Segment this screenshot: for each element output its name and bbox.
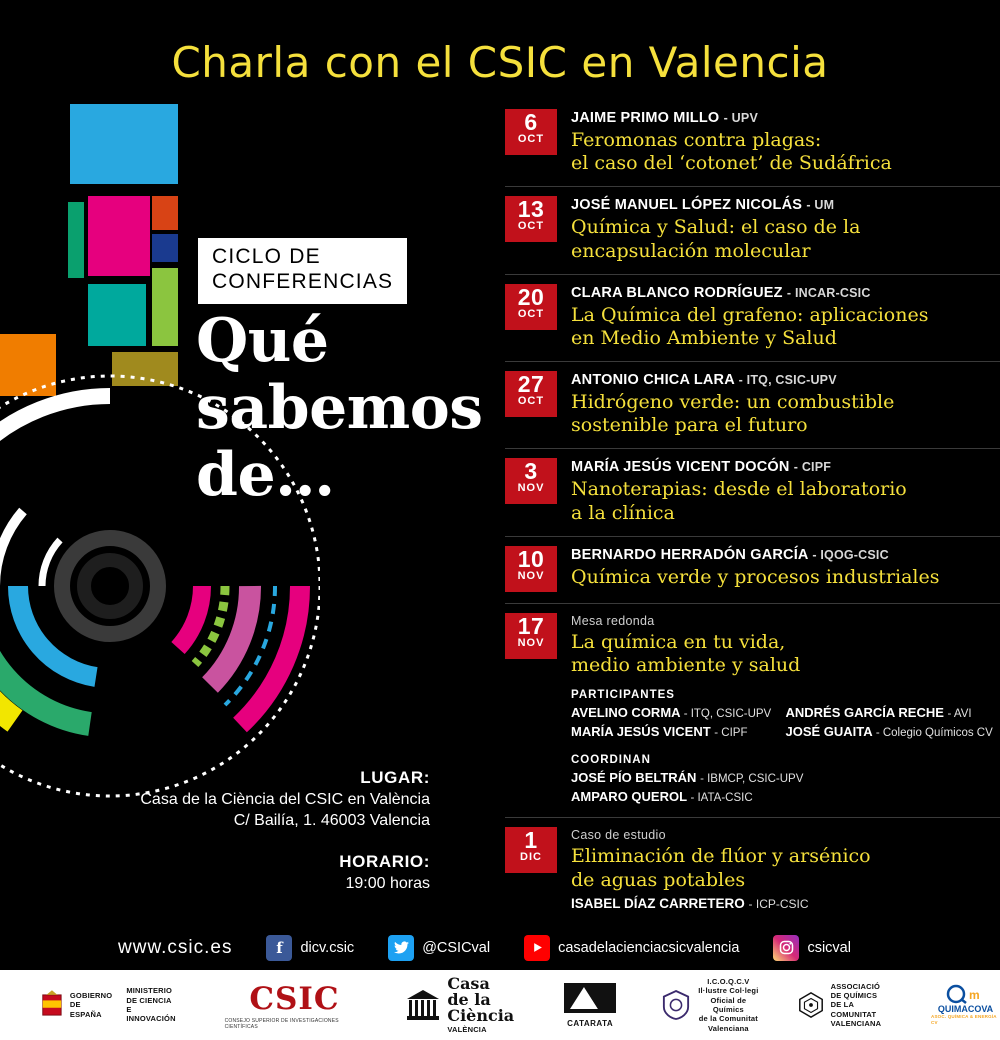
instagram-icon xyxy=(773,935,799,961)
talk-title-line1: La Química del grafeno: aplicaciones xyxy=(571,303,929,326)
talk-title xyxy=(571,129,1000,175)
ministerio-line-1: MINISTERIO xyxy=(126,986,173,996)
instagram-handle: csicval xyxy=(807,939,851,956)
talk-title xyxy=(571,391,1000,437)
speaker-affiliation: - ITQ, CSIC-UPV xyxy=(738,373,837,388)
date-badge xyxy=(505,458,557,504)
quimacova-logo xyxy=(931,977,1000,1033)
brand-title-line3: de… xyxy=(196,440,335,511)
casa-line-1: Casa xyxy=(447,973,490,993)
speaker-name-text: BERNARDO HERRADÓN GARCÍA xyxy=(571,546,809,563)
date-day: 13 xyxy=(517,196,545,223)
svg-text:m: m xyxy=(968,988,980,1003)
talk-title-line2: a la clínica xyxy=(571,501,675,524)
casa-subtitle: VALÈNCIA xyxy=(447,1024,487,1034)
catarata-wordmark: CATARATA xyxy=(567,1018,614,1028)
decorative-square-darkblue xyxy=(152,234,178,262)
participant-affiliation: - CIPF xyxy=(714,726,748,739)
quimacova-subtitle: ASOC. QUÍMICA & ENERGÍA CV xyxy=(931,1014,997,1025)
coordinator-item xyxy=(571,788,1000,807)
speaker-name xyxy=(571,197,1000,213)
case-study-title xyxy=(571,845,1000,891)
talk-title-line1: Nanoterapias: desde el laboratorio xyxy=(571,478,907,501)
speaker-name xyxy=(571,110,1000,126)
roundtable-title xyxy=(571,631,1000,677)
schedule-value: 19:00 horas xyxy=(345,875,430,892)
venue-line-1: Casa de la Ciència del CSIC en València xyxy=(140,791,430,808)
date-badge xyxy=(505,546,557,592)
talk-title-line1: Química verde y procesos industriales xyxy=(571,565,940,588)
decorative-square-lime xyxy=(152,268,178,346)
participant-item xyxy=(786,723,1000,742)
program-entry xyxy=(505,362,1000,449)
icoqcv-crest-icon xyxy=(662,989,690,1021)
venue-label: LUGAR: xyxy=(360,768,430,787)
quimacova-mark-icon xyxy=(945,984,987,1004)
speaker-affiliation: - INCAR-CSIC xyxy=(786,285,871,300)
gobierno-line-1: GOBIERNO xyxy=(69,990,113,1000)
schedule-label: HORARIO: xyxy=(339,852,430,871)
date-month: OCT xyxy=(517,220,545,233)
date-month: OCT xyxy=(517,395,545,408)
participants-label: PARTICIPANTES xyxy=(571,689,675,702)
hexagon-molecule-icon xyxy=(797,990,825,1020)
catarata-mark-icon xyxy=(564,983,616,1017)
twitter-icon xyxy=(388,935,414,961)
talk-title-line2: sostenible para el futuro xyxy=(571,414,808,437)
decorative-square-red xyxy=(152,196,178,230)
date-badge xyxy=(505,284,557,330)
gobierno-line-2: DE ESPAÑA xyxy=(69,1000,102,1019)
speaker-name-text: JAIME PRIMO MILLO xyxy=(571,110,720,126)
participant-affiliation: - AVI xyxy=(947,708,972,721)
icoqcv-line-1: I.C.O.Q.C.V xyxy=(707,976,750,986)
speaker-affiliation: - UM xyxy=(806,198,835,213)
youtube-link[interactable] xyxy=(524,935,739,961)
participant-affiliation: - Colegio Químicos CV xyxy=(875,726,993,739)
csic-wordmark: CSIC xyxy=(249,980,340,1017)
program-entry xyxy=(505,275,1000,362)
speaker-name xyxy=(571,285,1000,301)
date-month: NOV xyxy=(517,569,545,582)
website-url[interactable]: www.csic.es xyxy=(118,936,233,958)
coordinator-affiliation: - IATA-CSIC xyxy=(690,791,753,804)
roundtable-entry xyxy=(505,604,1000,819)
youtube-icon xyxy=(524,935,550,961)
quimacova-wordmark: QUIMACOVA xyxy=(937,1004,994,1015)
assoc-line-3: DE LA COMUNITAT xyxy=(830,1000,877,1019)
program-entry xyxy=(505,449,1000,536)
speaker-name-text: ANTONIO CHICA LARA xyxy=(571,372,735,389)
icoqcv-line-4: de la Comunitat xyxy=(698,1014,758,1024)
speaker-affiliation: - UPV xyxy=(723,111,758,125)
case-study-title-line2: de aguas potables xyxy=(571,868,746,891)
speaker-name xyxy=(571,459,1000,475)
talk-title-line2: encapsulación molecular xyxy=(571,239,811,262)
participant-item xyxy=(571,704,786,723)
program-list xyxy=(505,100,1000,922)
icoqcv-line-3: Oficial de Químics xyxy=(710,995,747,1014)
date-month: DIC xyxy=(520,851,542,864)
date-day: 10 xyxy=(517,545,545,572)
brand-title-line2: sabemos xyxy=(196,373,483,444)
participant-name: AVELINO CORMA xyxy=(571,705,681,721)
case-study-speaker-name: ISABEL DÍAZ CARRETERO xyxy=(571,895,745,911)
icoqcv-logo xyxy=(662,977,760,1033)
escudo-icon xyxy=(40,988,64,1022)
date-month: OCT xyxy=(517,307,545,320)
footer-logos xyxy=(0,970,1000,1040)
icoqcv-line-5: Valenciana xyxy=(707,1023,749,1033)
associacio-quimics-logo xyxy=(797,977,897,1033)
decorative-square-cyan xyxy=(70,104,178,184)
series-label-line1: CICLO DE xyxy=(212,245,321,268)
catarata-logo xyxy=(564,977,616,1033)
left-graphic-column xyxy=(0,96,500,916)
facebook-link[interactable] xyxy=(266,935,354,961)
talk-title-line1: Química y Salud: el caso de la xyxy=(571,216,861,239)
instagram-link[interactable] xyxy=(773,935,851,961)
speaker-name-text: CLARA BLANCO RODRÍGUEZ xyxy=(571,284,783,301)
program-entry xyxy=(505,537,1000,604)
talk-title xyxy=(571,478,1000,524)
ministerio-line-2: DE CIENCIA xyxy=(126,995,172,1005)
assoc-line-2: DE QUÍMICS xyxy=(830,990,878,1000)
ministerio-line-3: E INNOVACIÓN xyxy=(126,1005,176,1024)
twitter-handle: @CSICval xyxy=(422,939,491,956)
coordinators-label: COORDINAN xyxy=(571,753,651,766)
case-study-title-line1: Eliminación de flúor y arsénico xyxy=(571,845,871,868)
date-month: OCT xyxy=(517,133,545,145)
series-label-line2: CONFERENCIAS xyxy=(212,269,394,293)
roundtable-title-line1: La química en tu vida, xyxy=(571,630,786,653)
facebook-handle: dicv.csic xyxy=(300,939,355,956)
date-month: NOV xyxy=(517,636,545,649)
casa-de-la-ciencia-logo xyxy=(406,973,515,1034)
date-day: 6 xyxy=(524,109,538,135)
participant-item xyxy=(786,704,1000,723)
date-day: 20 xyxy=(517,283,545,310)
speaker-name xyxy=(571,372,1000,388)
date-month: NOV xyxy=(517,482,545,495)
date-day: 1 xyxy=(524,827,538,854)
roundtable-title-line2: medio ambiente y salud xyxy=(571,653,801,676)
date-badge xyxy=(505,196,557,242)
series-label-box xyxy=(198,238,407,304)
participant-name: ANDRÉS GARCÍA RECHE xyxy=(785,705,944,721)
speaker-name xyxy=(571,547,1000,563)
participant-item xyxy=(571,723,786,742)
program-entry xyxy=(505,187,1000,274)
youtube-handle: casadelacienciacsicvalencia xyxy=(558,939,740,956)
brand-title xyxy=(196,308,483,510)
roundtable-kicker: Mesa redonda xyxy=(571,613,655,628)
casa-line-2: de la xyxy=(447,989,491,1009)
venue-line-2: C/ Bailía, 1. 46003 Valencia xyxy=(233,812,430,829)
venue-block xyxy=(60,768,430,893)
participants-section xyxy=(571,689,1000,742)
assoc-line-4: VALENCIANA xyxy=(830,1019,882,1029)
speaker-name-text: MARÍA JESÚS VICENT DOCÓN xyxy=(571,459,790,476)
coordinator-item xyxy=(571,769,1000,788)
date-day: 27 xyxy=(517,371,545,398)
facebook-icon: f xyxy=(266,935,292,961)
building-icon xyxy=(406,988,440,1022)
coordinator-affiliation: - IBMCP, CSIC-UPV xyxy=(700,772,804,785)
casa-line-3: Ciència xyxy=(447,1005,515,1025)
icoqcv-line-2: Il·lustre Col·legi xyxy=(698,986,759,996)
date-day: 3 xyxy=(524,458,538,485)
social-bar xyxy=(0,925,1000,970)
talk-title xyxy=(571,216,1000,262)
case-study-kicker: Caso de estudio xyxy=(571,828,666,843)
twitter-link[interactable] xyxy=(388,935,490,961)
date-badge xyxy=(505,827,557,873)
participant-affiliation: - ITQ, CSIC-UPV xyxy=(683,708,772,721)
participant-name: MARÍA JESÚS VICENT xyxy=(571,723,711,739)
coordinators-section xyxy=(571,754,1000,807)
csic-logo xyxy=(225,977,365,1033)
speaker-name-text: JOSÉ MANUEL LÓPEZ NICOLÁS xyxy=(571,197,803,214)
date-badge xyxy=(505,371,557,417)
talk-title-line2: en Medio Ambiente y Salud xyxy=(571,326,837,349)
speaker-affiliation: - IQOG-CSIC xyxy=(812,547,889,562)
talk-title xyxy=(571,304,1000,350)
date-day: 17 xyxy=(517,612,545,639)
assoc-line-1: ASSOCIACIÓ xyxy=(830,981,881,991)
coordinator-name: JOSÉ PÍO BELTRÁN xyxy=(571,769,697,785)
date-badge xyxy=(505,613,557,659)
program-entry xyxy=(505,100,1000,187)
participant-name: JOSÉ GUAITA xyxy=(785,723,873,739)
decorative-square-green xyxy=(68,202,84,278)
date-badge xyxy=(505,109,557,155)
csic-subtitle: CONSEJO SUPERIOR DE INVESTIGACIONES CIENTÍFICAS xyxy=(224,1017,339,1030)
gobierno-espana-logo xyxy=(40,977,179,1033)
talk-title-line2: el caso del ‘cotonet’ de Sudáfrica xyxy=(571,152,892,175)
case-study-speaker xyxy=(571,896,1000,911)
case-study-speaker-affiliation: - ICP-CSIC xyxy=(748,896,809,911)
decorative-square-magenta xyxy=(88,196,150,276)
coordinator-name: AMPARO QUEROL xyxy=(571,788,687,804)
page-title: Charla con el CSIC en Valencia xyxy=(171,38,829,87)
brand-title-line1: Qué xyxy=(196,306,329,376)
talk-title xyxy=(571,566,1000,589)
speaker-affiliation: - CIPF xyxy=(793,460,832,475)
talk-title-line1: Hidrógeno verde: un combustible xyxy=(571,391,895,414)
case-study-entry xyxy=(505,818,1000,921)
talk-title-line1: Feromonas contra plagas: xyxy=(571,129,822,151)
